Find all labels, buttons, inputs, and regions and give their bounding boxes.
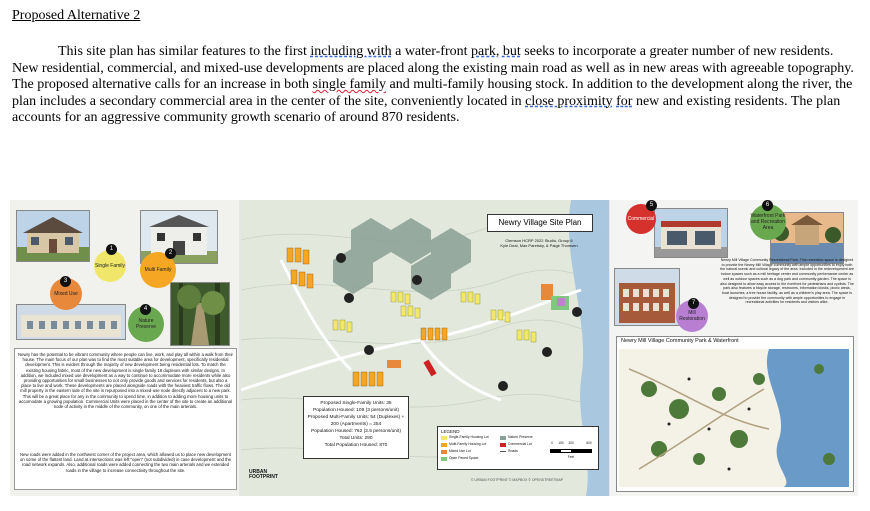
legend-title: LEGEND <box>441 429 460 434</box>
commercial-building-photo <box>654 208 728 258</box>
park-plan-map <box>619 349 849 487</box>
multi-family-circle: Multi Family <box>140 252 176 288</box>
legend-label: Roads <box>508 449 518 453</box>
grammar-flag[interactable]: close proximity <box>525 93 613 109</box>
legend-swatch <box>500 436 506 440</box>
mill-restoration-photo <box>614 268 680 326</box>
grammar-flag[interactable]: for <box>616 93 633 109</box>
number-badge: 2 <box>165 248 176 259</box>
legend-label: Single-Family Housing Lot <box>449 435 489 439</box>
site-plan-map[interactable] <box>241 200 609 496</box>
stat-line: Total Units: 290 <box>339 436 373 441</box>
number-badge: 7 <box>688 298 699 309</box>
plan-description-text: Newry has the potential to be vibrant community where people can live, work, and play all within a walk from their house. The main focus of our plan was to find the most suitable area for development, specifically residential development. This is evident through the majority of new development being residential lots. To match the existing housing fabric, most of the new development is single family 18 duplexes with similar designs. In addition, we included mixed use development as a way to continue to accommodate more residents while also providing opportunities for small businesses to not only provide goods and services for residents, but also a place to live and work. These developments are placed alongside roads with the heaviest traffic flows. The old mill property in the eastern side of the site is repurposed into a mixed-use node directly adjacent to a new park. This will be a great place for any in the community to spend time, in addition to adding more housing units to accomodate a growing population. Commercial Units were placed in the center of the site to create an additional node of activity in the middle of the community, on one of the main arterials. <box>18 352 233 410</box>
waterfront-park-circle: Waterfront Park and Recreation Area <box>750 204 786 240</box>
stat-line: Proposed Single-Family Units: 35 <box>320 401 392 406</box>
legend-swatch <box>441 443 447 447</box>
legend-label: Nature Preserve <box>508 435 533 439</box>
legend-label: Mixed Use Lot <box>449 449 471 453</box>
legend-label: Open Paved Space <box>449 456 479 460</box>
legend-label: Multi-Family Housing Lot <box>449 442 487 446</box>
park-plan-title: Newry Mill Village Community Park & Waterfront <box>621 338 739 344</box>
number-badge: 6 <box>762 200 773 211</box>
legend-swatch <box>500 443 506 447</box>
grammar-flag[interactable]: park, but <box>471 44 521 59</box>
grammar-flag[interactable]: including with <box>310 44 392 59</box>
map-title: Newry Village Site Plan <box>487 214 593 232</box>
grammar-flag[interactable]: single family <box>312 77 386 92</box>
nature-preserve-circle: Nature Preserve <box>128 306 164 342</box>
site-plan-poster[interactable] <box>10 200 858 496</box>
map-credits: Clemson HCRP 2022 Studio, Group 6 Kyle Deal, Max Paretsky, & Paige Thomsen <box>500 238 578 249</box>
stat-line: Total Population Housed: 870 <box>324 443 388 448</box>
map-attribution: © URBAN FOOTPRINT © MAPBOX © OPENSTREETMAP <box>470 478 564 482</box>
park-plan-box <box>616 336 854 492</box>
legend-swatch <box>500 451 506 452</box>
mill-restoration-circle: Mill Restoration <box>676 300 708 332</box>
stat-line: Population Housed: 109 (3 persons/unit) <box>313 408 399 413</box>
legend-label: Commercial Lot <box>508 442 532 446</box>
scale-label: 150 <box>558 441 564 445</box>
left-panel <box>10 200 239 496</box>
number-badge: 5 <box>646 200 657 211</box>
legend-swatch <box>441 436 447 440</box>
plan-description-box <box>14 348 237 490</box>
stat-line: 200 (Apartments) = 254 <box>330 422 382 427</box>
single-family-house-photo <box>16 210 90 262</box>
legend-swatch <box>441 450 447 454</box>
document-heading: Proposed Alternative 2 <box>12 8 141 23</box>
body-paragraph: This site plan has similar features to the first including with a water-front park, but seeks to incorporate a greater number of new residents. New residential, commercial, and mixed-use developments are placed along the existing main road as well as in new areas with agreeable topography. The proposed alternative calls for an increase in both single family and multi-family housing stock. In addition to the development along the river, the plan includes a secondary commercial area in the center of the site, conveniently located in close proximity for new and existing residents. The plan accounts for an aggressive community growth scenario of around 870 residents. <box>12 44 854 125</box>
number-badge: 1 <box>106 244 117 255</box>
scale-label: Feet <box>567 455 575 459</box>
legend-swatch <box>441 457 447 461</box>
commercial-circle: Commercial <box>626 204 656 234</box>
single-family-circle: Single Family <box>94 250 126 282</box>
stat-line: Population Housed: 762 (2.5 persons/unit) <box>311 429 401 434</box>
urbanfootprint-logo: URBAN FOOTPRINT <box>249 469 278 481</box>
scale-label: 600 <box>586 441 592 445</box>
number-badge: 3 <box>60 276 71 287</box>
map-legend <box>437 426 599 470</box>
population-stats-box <box>303 396 409 459</box>
mixed-use-building-photo <box>16 304 126 340</box>
mixed-use-circle: Mixed Use <box>50 278 82 310</box>
stat-line: Proposed Multi-Family Units: 54 (Duplexes) + <box>307 415 405 420</box>
scale-bar <box>550 449 592 453</box>
scale-label: 300 <box>568 441 574 445</box>
roads-description-text: New roads were added in the northwest corner of the project area, which allowed us to place new development on some of the flattest land. Land at intersections was left "open" (not subdivided) in case development and the road network expands. Also, additional roads were added connecting the two main arterials and we extended roads in the village to increase connectivity throughout the site. <box>19 452 232 473</box>
scale-label: 0 <box>551 441 553 445</box>
number-badge: 4 <box>140 304 151 315</box>
right-panel <box>610 200 858 496</box>
park-description: Newry Mill Village Community Recreational Park: This recreation space is designed to provide the Newry Mill Village community with ample opportunities to enjoy both the natural scenic and cultural legacy of the area. Included in the redevelopment are indoor spaces such as a mill heritage center and community performance center as well as outdoor spaces such as a dog park and community garden. The space is also designed to allow easy access to the riverfront for pedestrians and cyclists. The park also features a bicycle storage, restrooms, information kiosks, picnic areas, boat launches, a tree house facility, as well as a children's play area. The space is designed to provide the community with ample opportunities to engage in recreational activities for residents and visitors alike. <box>720 258 854 305</box>
nature-preserve-photo <box>170 282 230 346</box>
